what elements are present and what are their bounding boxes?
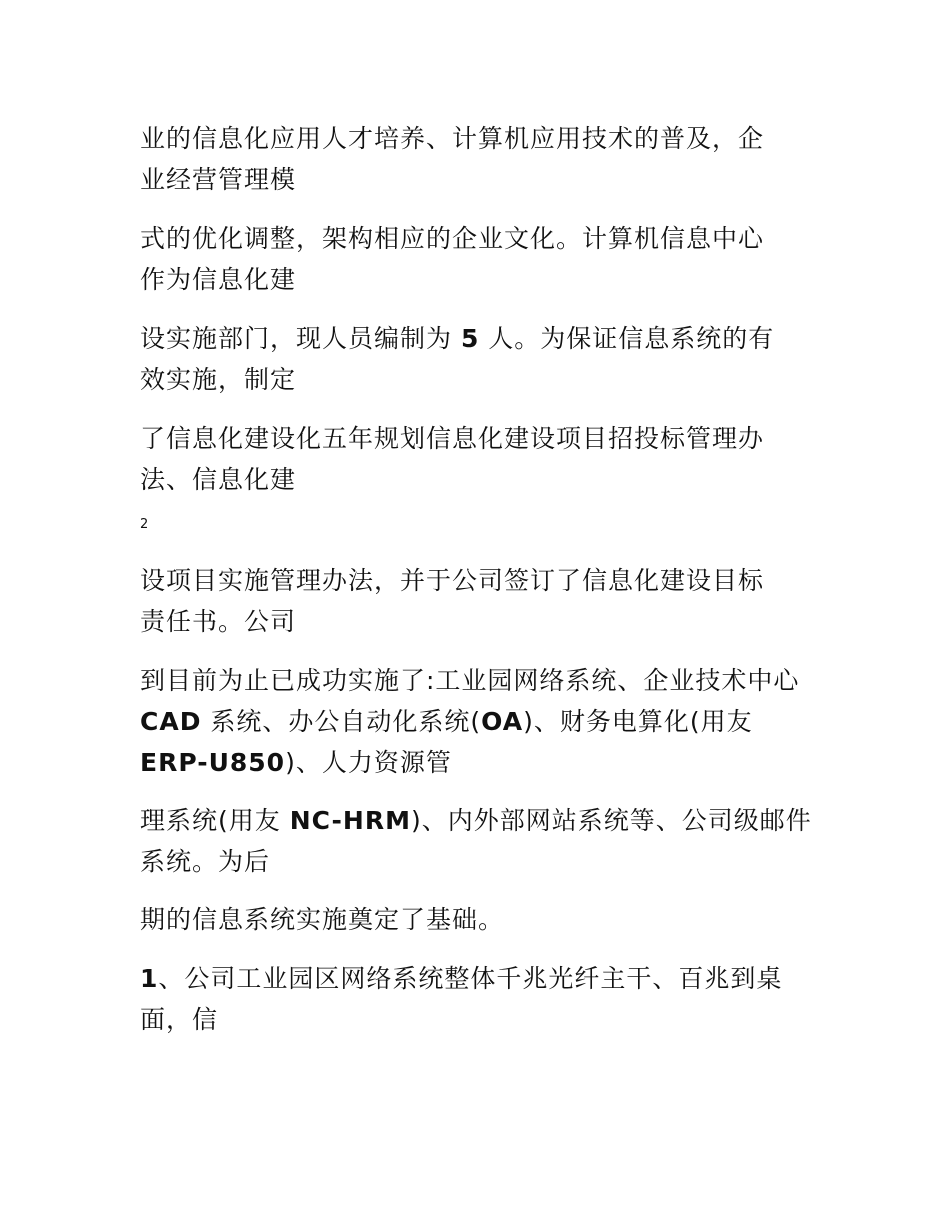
- text-segment: 人。为保证信息系统的有: [479, 324, 775, 353]
- text-segment: 系统、办公自动化系统(: [201, 707, 482, 736]
- text-segment: 设实施部门，现人员编制为: [140, 324, 461, 353]
- text-segment: 到目前为止已成功实施了:工业园网络系统、企业技术中心: [140, 666, 800, 695]
- text-line: 期的信息系统实施奠定了基础。: [140, 905, 505, 934]
- paragraph: [140, 958, 820, 1040]
- bold-number: 1: [140, 964, 159, 993]
- page-number: 2: [140, 517, 149, 532]
- paragraph: [140, 118, 820, 200]
- text-segment: 、公司工业园区网络系统整体千兆光纤主干、百兆到桌面，信: [140, 964, 783, 1034]
- text-line: 效实施，制定: [140, 365, 297, 394]
- text-line: 责任书。公司: [140, 607, 297, 636]
- text-segment: )、财务电算化(用友: [523, 707, 753, 736]
- text-line: 作为信息化建: [140, 265, 297, 294]
- paragraph: [140, 418, 820, 500]
- bold-number: 5: [460, 324, 480, 353]
- bold-term: ERP-U850: [140, 748, 286, 777]
- paragraph: [140, 899, 820, 940]
- bold-term: CAD: [140, 707, 202, 736]
- text-line: 业的信息化应用人才培养、计算机应用技术的普及，企: [140, 124, 765, 153]
- paragraph: [140, 318, 820, 400]
- text-segment: )、内外部网站系统等、公司级邮件系统。为后: [140, 806, 812, 876]
- paragraph: [140, 560, 820, 642]
- text-segment: )、人力资源管: [285, 748, 452, 777]
- text-line: 业经营管理模: [140, 165, 297, 194]
- text-line: 式的优化调整，架构相应的企业文化。计算机信息中心: [140, 224, 765, 253]
- text-line: 了信息化建设化五年规划信息化建设项目招投标管理办: [140, 424, 765, 453]
- bold-term: NC-HRM: [289, 806, 411, 835]
- text-line: 设项目实施管理办法，并于公司签订了信息化建设目标: [140, 566, 765, 595]
- paragraph: [140, 800, 820, 882]
- paragraph: [140, 660, 820, 783]
- paragraph: [140, 218, 820, 300]
- text-segment: 理系统(用友: [140, 806, 290, 835]
- text-line: 法、信息化建: [140, 465, 297, 494]
- bold-term: OA: [481, 707, 524, 736]
